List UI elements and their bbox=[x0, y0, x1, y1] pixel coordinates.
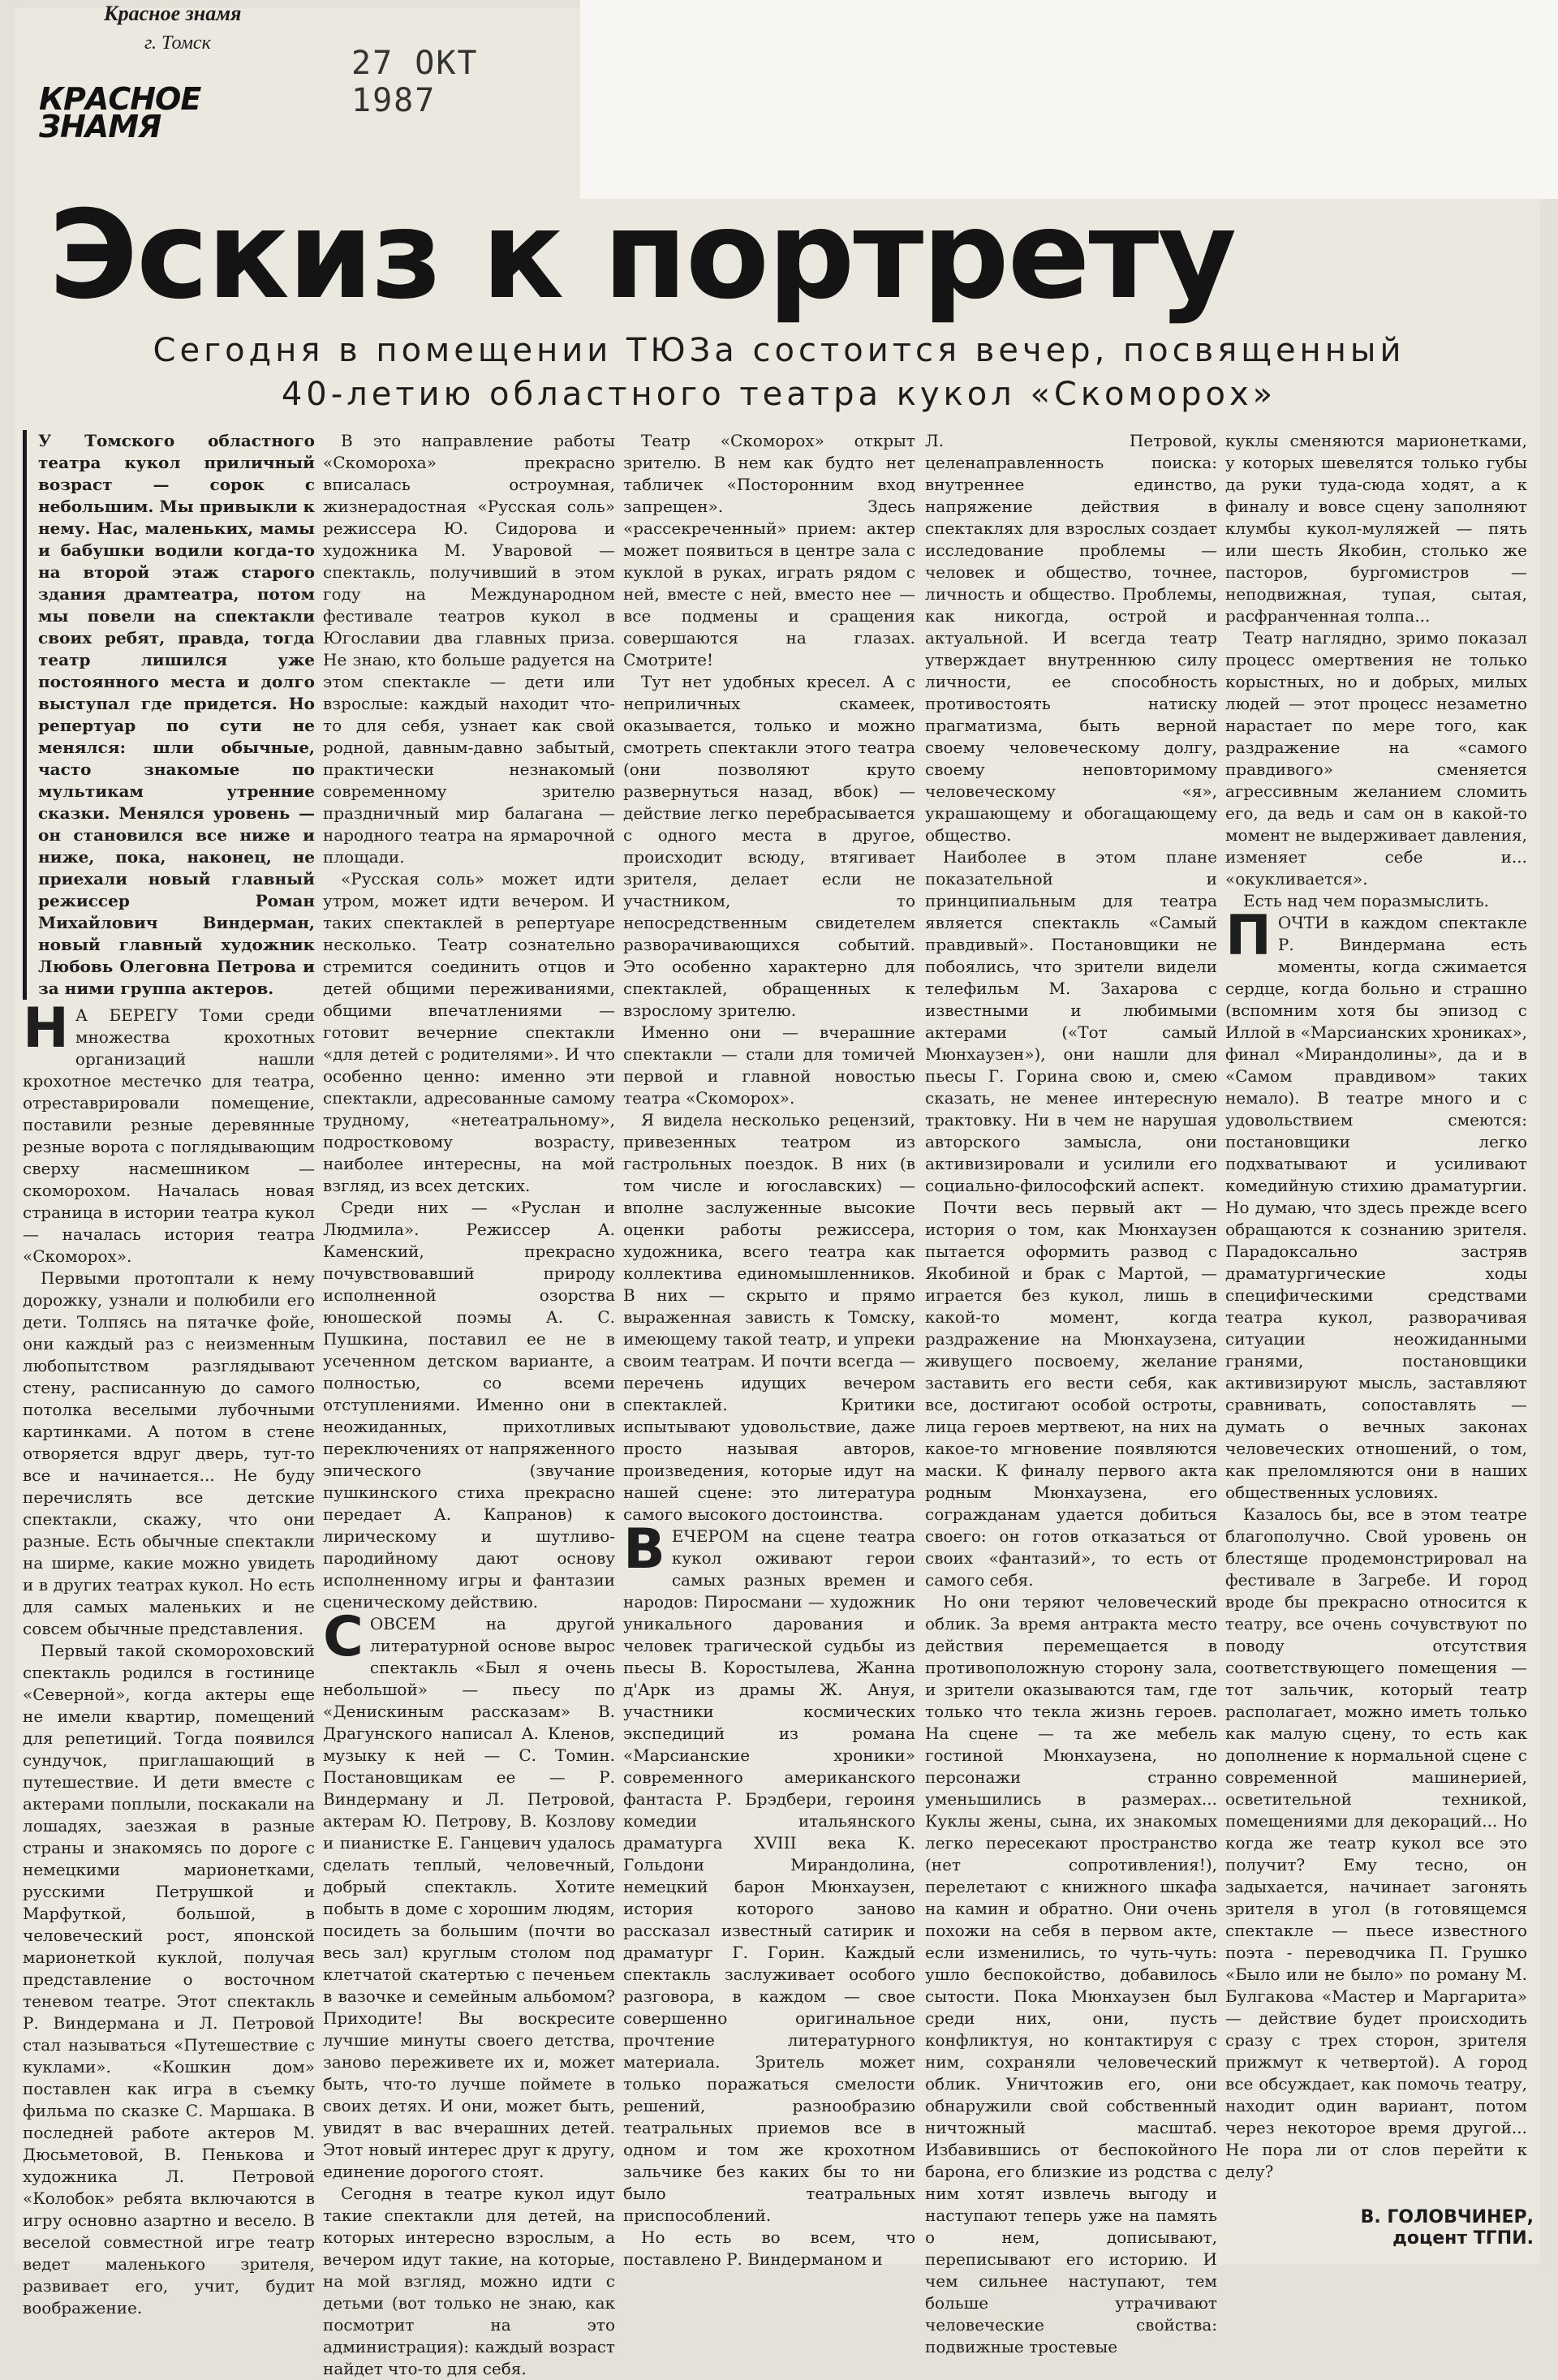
paragraph: Театр «Скоморох» открыт зрителю. В нем как будто нет табличек «Посторонним вход запрещен». Здесь «рассекреченный» прием: актер может появиться в центре зала с куклой в руках, играть рядом с ней, вместе с ней, вместо нее — все подмены и сращения совершаются на глазах. Смотрите! bbox=[623, 431, 915, 669]
blank-paper-patch bbox=[580, 0, 1558, 199]
paragraph: Но они теряют человеческий облик. За время антракта место действия перемещается в противоположную сторону зала, и зрители оказываются там, где только что текла жизнь героев. На сцене — та же мебель гостиной Мюнхаузена, но персонажи странно уменьшились в размерах... Куклы жены, сына, их знакомых легко пересекают пространство (нет сопротивления!), перелетают с книжного шкафа на камин и обратно. Они очень похожи на себя в первом акте, если изменились, то чуть-чуть: ушло беспокойство, добавилось сытости. Пока Мюнхаузен был среди них, они, пусть конфликтуя, но контактируя с ним, сохраняли человеческий облик. Уничтожив его, они обнаружили свой собственный ничтожный масштаб. Избавившись от беспокойного барона, его близкие из родства с ним хотят извлечь выгоду и наступают теперь уже на память о нем, дописывают, переписывают его историю. И чем сильнее наступают, тем больше утрачивают человеческие свойства: подвижные тростевые bbox=[925, 1592, 1217, 2356]
subheadline-line-1: Сегодня в помещении ТЮЗа состоится вечер, посвященный bbox=[153, 332, 1405, 369]
paragraph-text: ОВСЕМ на другой литературной основе вырос спектакль «Был я очень небольшой» — пьесу по «Денискиным рассказам» В. Драгунского написал А. Кленов, музыку к ней — С. Томин. Постановщикам ее — Р. Виндерману и Л. Петровой, актерам Ю. Петрову, В. Козлову и пианистке Е. Ганцевич удалось сделать теплый, человечный, добрый спектакль. Хотите побыть в доме с хорошим людям, посидеть за большим (почти во весь зал) круглым столом под клетчатой скатертью с печеньем в вазочке и семейным альбомом? Приходите! Вы воскресите лучшие минуты своего детства, заново переживете их и, может быть, что-то лучше поймете в своих детях. И они, может быть, увидят в вас вчерашних детей. Этот новый интерес друг к другу, единение дорогого стоят. bbox=[323, 1614, 615, 2181]
paragraph: Первыми протоптали к нему дорожку, узнали и полюбили его дети. Толпясь на пятачке фойе, они каждый раз с неизменным любопытством разглядывают стену, расписанную до самого потолка веселыми лубочными картинками. А потом в стене отворяется вдруг дверь, тут-то все и начинается... Не буду перечислять все детские спектакли, скажу, что они разные. Есть обычные спектакли на ширме, какие можно увидеть и в других театрах кукол. Но есть для самых маленьких и не совсем обычные представления. bbox=[23, 1268, 315, 1638]
paragraph bbox=[1225, 904, 1527, 1504]
paragraph-text: А БЕРЕГУ Томи среди множества крохотных организаций нашли крохотное местечко для театра, отреставрировали помещение, поставили резные деревянные резные ворота с поглядывающим сверху насмешником — скоморохом. Началась новая страница в истории театра кукол — началась история театра «Скоморох». bbox=[23, 1005, 315, 1266]
clipping-header bbox=[15, 0, 583, 146]
paragraph: Именно они — вчерашние спектакли — стали для томичей первой и главной новостью театра «Скоморох». bbox=[623, 1022, 915, 1108]
paragraph: Я видела несколько рецензий, привезенных театром из гастрольных поездок. В них (в том числе и югославских) — вполне заслуженные высокие оценки работы режиссера, художника, всего театра как коллектива единомышленников. В них — скрыто и прямо выраженная зависть к Томску, имеющему такой театр, и упреки своим театрам. И почти всегда — перечень идущих вечером спектаклей. Критики испытывают удовольствие, даже просто называя авторов, произведения, которые идут на нашей сцене: это литература самого высокого достоинства. bbox=[623, 1110, 915, 1524]
paragraph: Театр наглядно, зримо показал процесс омертвения не только корыстных, но и добрых, милых людей — этот процесс незаметно нарастает по мере того, как раздражение на «самого правдивого» сменяется агрессивным желанием сломить его, да ведь и сам он в какой-то момент не выдерживает давления, изменяет себе и... «окукливается». bbox=[1225, 628, 1527, 889]
article-subheadline bbox=[32, 329, 1526, 416]
drop-cap: Н bbox=[23, 996, 69, 1061]
paragraph: «Русская соль» может идти утром, может идти вечером. И таких спектаклей в репертуаре несколько. Театр сознательно стремится соединить отцов и детей общими переживаниями, общими впечатлениями — готовит вечерние спектакли «для детей с родителями». И что особенно ценно: именно эти спектакли, адресованные самому трудному, «нетеатральному», подростковому возрасту, наиболее интересны, на мой взгляд, из всех детских. bbox=[323, 869, 615, 1195]
masthead-line-1: КРАСНОЕ bbox=[39, 81, 201, 117]
paragraph-text: ЕЧЕРОМ на сцене театра кукол оживают герои самых разных времен и народов: Пиросмани — художник уникального дарования и человек трагической судьбы из пьесы В. Коростылева, Жанна д'Арк из драмы Ж. Ануя, участники космических экспедиций из романа «Марсианские хроники» современного американского фантаста Р. Брэдбери, героиня комедии итальянского драматурга XVIII века К. Гольдони Мирандолина, немецкий барон Мюнхаузен, история которого заново рассказал известный сатирик и драматург Г. Горин. Каждый спектакль заслуживает особого разговора, в каждом — свое совершенно оригинальное прочтение литературного материала. Зритель может только поражаться смелости решений, разнообразию театральных приемов все в одном и том же крохотном зальчике без каких бы то ни было театральных приспособлений. bbox=[623, 1526, 915, 2225]
author-name: В. ГОЛОВЧИНЕР, bbox=[1360, 2207, 1534, 2227]
text-column-5 bbox=[1225, 430, 1527, 2256]
paragraph: Первый такой скомороховский спектакль родился в гостинице «Северной», когда актеры еще не имели квартир, помещений для репетиций. Тогда появился сундучок, приглашающий в путешествие. И дети вместе с актерами поплыли, поскакали на лошадях, заезжая в разные страны и знакомясь по дороге с немецкими марионетками, русскими Петрушкой и Марфуткой, большой, в человеческий рост, японской марионеткой куклой, получая представление о восточном теневом театре. Этот спектакль Р. Виндермана и Л. Петровой стал называться «Путешествие с куклами». «Кошкин дом» поставлен как игра в съемку фильма по сказке С. Маршака. В последней работе актеров М. Дюсьметовой, В. Пенькова и художника Л. Петровой «Колобок» ребята включаются в игру основно азартно и весело. В веселой совместной игре театр ведет маленького зрителя, развивает его, учит, будит воображение. bbox=[23, 1641, 315, 2318]
text-column-4 bbox=[925, 430, 1217, 2356]
source-city: г. Томск bbox=[144, 32, 211, 54]
paragraph: Наиболее в этом плане показательной и принципиальным для театра является спектакль «Самый правдивый». Постановщики не побоялись, что зрители видели телефильм М. Захарова с известными и любимыми актерами («Тот самый Мюнхаузен»), они нашли для пьесы Г. Горина свою и, смею сказать, не менее интересную трактовку. Ни в чем не нарушая авторского замысла, они активизировали и усилили его социально-философский аспект. bbox=[925, 847, 1217, 1195]
paragraph-text: ОЧТИ в каждом спектакле Р. Виндермана есть моменты, когда сжимается сердце, когда больно и страшно (вспомним хотя бы эпизод с Иллой в «Марсианских хрониках», финал «Мирандолины», да и в «Самом правдивом» таких немало). В театре много и с удовольствием смеются: постановщики легко подхватывают и усиливают комедийную стихию драматургии. Но думаю, что здесь прежде всего обращаются к сознанию зрителя. Парадоксально застряв драматургические ходы специфическими средствами театра кукол, разворачивая ситуации неожиданными гранями, постановщики активизируют мысль, заставляют сравнивать, сопоставлять — думать о вечных законах человеческих отношений, о том, как преломляются они в наших общественных условиях. bbox=[1225, 913, 1527, 1502]
drop-cap: П bbox=[1225, 904, 1272, 968]
date-stamp: 27 ОКТ 1987 bbox=[351, 45, 479, 119]
paragraph bbox=[23, 996, 315, 1267]
paragraph bbox=[623, 1517, 915, 2227]
paragraph: Почти весь первый акт — история о том, как Мюнхаузен пытается оформить развод с Якобиной и брак с Мартой, — играется без кукол, лишь в какой-то момент, когда раздражение на Мюнхаузена, живущего посвоему, желание заставить его вести себя, как все, достигают особой остроты, лица героев мертвеют, на них на какое-то мгновение появляются маски. К финалу первого акта родным Мюнхаузена, его согражданам удается добиться своего: он готов отказаться от своих «фантазий», то есть от самого себя. bbox=[925, 1198, 1217, 1590]
drop-cap: С bbox=[323, 1605, 364, 1669]
newspaper-masthead-logo bbox=[39, 81, 278, 144]
text-column-1 bbox=[23, 430, 315, 2318]
paragraph: Среди них — «Руслан и Людмила». Режиссер А. Каменский, прекрасно почувствовавший природу исполненной озорства юношеской поэмы А. С. Пушкина, поставил ее не в усеченном детском варианте, а полностью, со всеми отступлениями. Именно они в неожиданных, прихотливых переключениях от напряженного эпического (звучание пушкинского стиха прекрасно передает А. Капранов) к лирическому и шутливо-пародийному дают основу исполненному игры и фантазии сценическому действию. bbox=[323, 1198, 615, 1612]
text-column-3 bbox=[623, 430, 915, 2269]
article-headline: Эскиз к портрету bbox=[49, 185, 1236, 326]
paragraph: Но есть во всем, что поставлено Р. Виндерманом и bbox=[623, 2227, 915, 2269]
paragraph bbox=[323, 1605, 615, 2183]
masthead-line-2: ЗНАМЯ bbox=[39, 109, 161, 144]
article-lead bbox=[23, 430, 315, 1000]
drop-cap: В bbox=[623, 1517, 665, 1582]
author-signature bbox=[1315, 2207, 1534, 2249]
paragraph: Сегодня в театре кукол идут такие спектакли для детей, на которых интересно взрослым, а вечером идут такие, на которые, на мой взгляд, можно идти с детьми (вот только не знаю, как посмотрит на это администрация): каждый возраст найдет что-то для себя. bbox=[323, 2184, 615, 2378]
paragraph: Есть над чем поразмыслить. bbox=[1243, 891, 1490, 910]
paragraph: Л. Петровой, целенаправленность поиска: внутреннее единство, напряжение действия в спектаклях для взрослых создает исследование проблемы — человек и общество, точнее, личность и общество. Проблемы, как никогда, острой и актуальной. И всегда театр утверждает внутреннюю силу личности, ее способность противостоять натиску прагматизма, быть верной своему человеческому долгу, своему неповторимому человеческому «я», украшающему и обогащающему общество. bbox=[925, 431, 1217, 845]
text-column-2 bbox=[323, 430, 615, 2378]
paragraph: Казалось бы, все в этом театре благополучно. Свой уровень он блестяще продемонстрировал на фестивале в Загребе. И город вроде бы прекрасно относится к театру, все очень сочувствуют по поводу отсутствия соответствующего помещения — тот зальчик, который театр располагает, можно иметь только как малую сцену, то есть как дополнение к нормальной сцене с современной машинерией, осветительной техникой, помещениями для декораций... Но когда же театр кукол все это получит? Ему тесно, он задыхается, начинает загонять зрителя в угол (в готовящемся спектакле — пьесе известного поэта - переводчика П. Грушко «Было или не было» по роману М. Булгакова «Мастер и Маргарита» — действие будет происходить сразу с трех сторон, зрителя прижмут к четвертой). А город все обсуждает, как помочь театру, находит один вариант, потом через некоторое время другой... Не пора ли от слов перейти к делу? bbox=[1225, 1504, 1527, 2181]
author-title: доцент ТГПИ. bbox=[1392, 2228, 1534, 2249]
subheadline-line-2: 40-летию областного театра кукол «Скоморох» bbox=[281, 376, 1277, 413]
paragraph: В это направление работы «Скомороха» прекрасно вписалась остроумная, жизнерадостная «Русская соль» режиссера Ю. Сидорова и художника М. Уваровой — спектакль, получивший в этом году на Международном фестивале театров кукол в Югославии два главных приза. Не знаю, кто больше радуется на этом спектакле — дети или взрослые: каждый находит что-то для себя, узнает как свой родной, давным-давно забытый, практически незнакомый современному зрителю праздничный мир балагана — народного театра на ярмарочной площади. bbox=[323, 431, 615, 867]
lead-paragraph: У Томского областного театра кукол приличный возраст — сорок с небольшим. Мы привыкли к нему. Нас, маленьких, мамы и бабушки водили когда-то на второй этаж старого здания драмтеатра, потом мы повели на спектакли своих ребят, правда, тогда театр лишился уже постоянного места и долго выступал где придется. Но репертуар по сути не менялся: шли обычные, часто знакомые по мультикам утренние сказки. Менялся уровень — он становился все ниже и ниже, пока, наконец, не приехали новый главный режиссер Роман Михайлович Виндерман, новый главный художник Любовь Олеговна Петрова и за ними группа актеров. bbox=[38, 431, 315, 998]
paragraph: Тут нет удобных кресел. А с неприличных скамеек, оказывается, только и можно смотреть спектакли этого театра (они позволяют круто развернуться назад, вбок) — действие легко перебрасывается с одного места в другое, происходит всюду, втягивает зрителя, делает если не участником, то непосредственным свидетелем разворачивающихся событий. Это особенно характерно для спектаклей, обращенных к взрослому зрителю. bbox=[623, 672, 915, 1020]
source-newspaper-name: Красное знамя bbox=[104, 2, 242, 25]
paragraph: куклы сменяются марионетками, у которых шевелятся только губы да руки туда-сюда ходят, а к финалу и вовсе сцену заполняют клумбы кукол-муляжей — пять или шесть Якобин, столько же пасторов, бургомистров — неподвижная, тупая, сытая, расфранченная толпа... bbox=[1225, 431, 1527, 626]
